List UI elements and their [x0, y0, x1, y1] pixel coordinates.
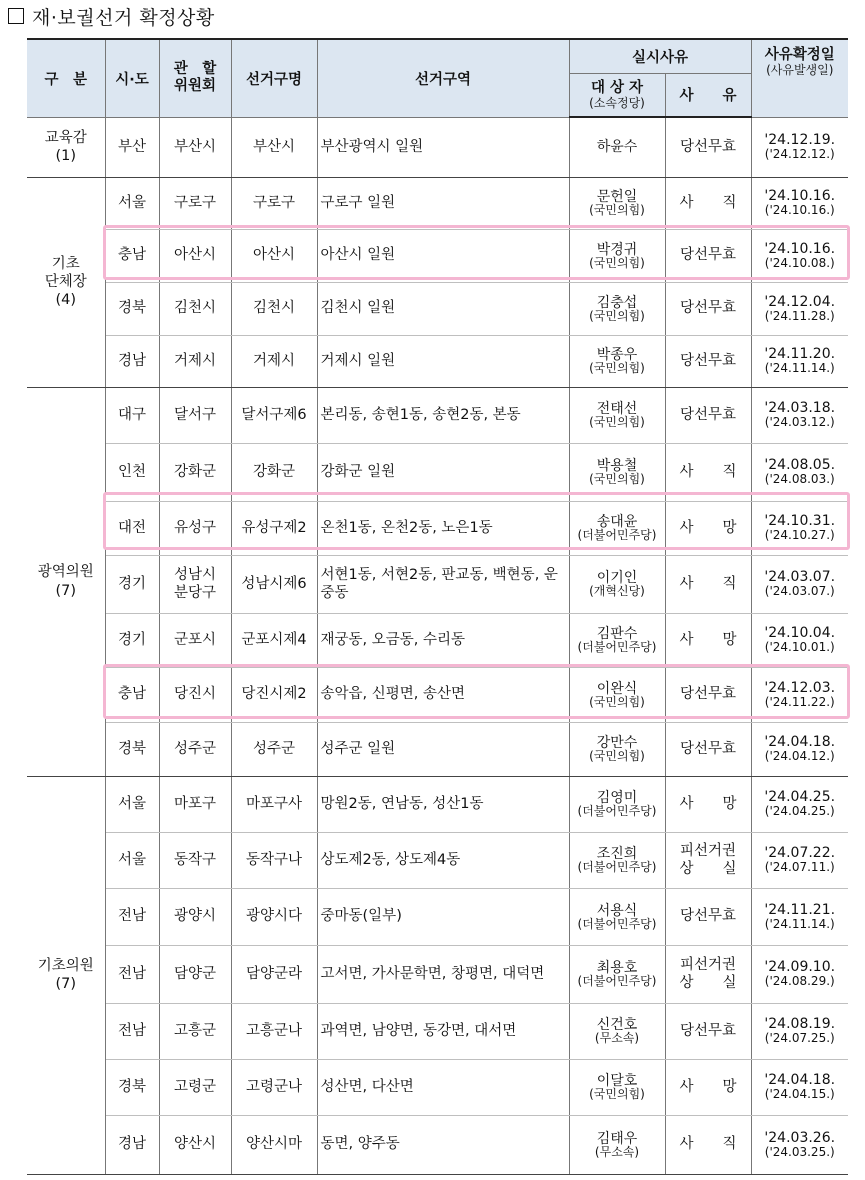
sido-cell: 서울 — [105, 776, 159, 832]
sido-cell: 경기 — [105, 613, 159, 667]
area-cell: 고서면, 가사문학면, 창평면, 대덕면 — [317, 945, 569, 1003]
candidate-cell — [569, 1115, 665, 1174]
date-cell — [751, 722, 848, 776]
election-table — [27, 38, 848, 1175]
header-confirm-label: 사유확정일 — [764, 47, 835, 63]
confirm-date: '24.08.05. — [764, 457, 836, 474]
group-count: (7) — [55, 582, 77, 599]
candidate-cell — [569, 282, 665, 335]
confirm-date: '24.12.04. — [764, 293, 836, 310]
confirm-date: '24.03.26. — [764, 1129, 836, 1146]
occur-date: ('24.03.07.) — [764, 584, 835, 599]
confirm-date: '24.07.22. — [764, 845, 836, 862]
reason-cell — [665, 117, 751, 177]
group-count: (4) — [55, 292, 77, 309]
occur-date: ('24.04.12.) — [764, 749, 835, 764]
district-cell: 양산시마 — [231, 1115, 317, 1174]
confirm-date: '24.08.19. — [764, 1016, 836, 1033]
reason-cell — [665, 888, 751, 945]
reason-cell — [665, 1059, 751, 1115]
district-cell: 거제시 — [231, 335, 317, 387]
district-cell: 군포시제4 — [231, 613, 317, 667]
date-cell — [751, 832, 848, 888]
candidate-party: (국민의힘) — [589, 415, 645, 429]
committee-cell: 성주군 — [159, 722, 231, 776]
table-row — [27, 335, 848, 387]
header-sido: 시·도 — [105, 39, 159, 117]
candidate-party: (국민의힘) — [589, 203, 645, 217]
table-row — [27, 1115, 848, 1174]
occur-date: ('24.04.25.) — [764, 804, 835, 819]
reason-cell — [665, 722, 751, 776]
confirm-date: '24.12.03. — [764, 679, 836, 696]
district-cell: 당진시제2 — [231, 667, 317, 722]
table-row — [27, 1003, 848, 1059]
district-cell: 마포구사 — [231, 776, 317, 832]
sido-cell: 경북 — [105, 722, 159, 776]
group-label: 교육감 — [44, 129, 87, 146]
reason-text: 당선무효 — [679, 740, 737, 757]
sido-cell: 경북 — [105, 1059, 159, 1115]
candidate-name: 박종우 — [596, 347, 638, 363]
reason-cell — [665, 443, 751, 501]
candidate-party: (개혁신당) — [589, 584, 645, 598]
occur-date: ('24.04.15.) — [764, 1087, 835, 1102]
reason-text: 사 망 — [679, 631, 737, 648]
candidate-party: (더불어민주당) — [577, 804, 657, 818]
reason-text: 당선무효 — [679, 1022, 737, 1039]
area-cell: 본리동, 송현1동, 송현2동, 본동 — [317, 387, 569, 443]
reason-text: 사 망 — [679, 795, 737, 812]
reason-text: 당선무효 — [679, 908, 737, 925]
committee-cell: 유성구 — [159, 501, 231, 555]
date-cell — [751, 387, 848, 443]
candidate-party: (무소속) — [594, 1144, 640, 1159]
table-row — [27, 776, 848, 832]
reason-cell — [665, 1115, 751, 1174]
district-cell: 성남시제6 — [231, 555, 317, 613]
area-cell: 중마동(일부) — [317, 888, 569, 945]
candidate-cell — [569, 722, 665, 776]
committee-cell: 성남시 분당구 — [159, 555, 231, 613]
date-cell — [751, 555, 848, 613]
table-row — [27, 555, 848, 613]
table-body — [27, 117, 848, 1174]
candidate-name: 김영미 — [596, 790, 638, 806]
area-cell: 재궁동, 오금동, 수리동 — [317, 613, 569, 667]
candidate-name: 이달호 — [596, 1073, 638, 1089]
committee-cell: 고흥군 — [159, 1003, 231, 1059]
table-row — [27, 667, 848, 722]
table-row — [27, 177, 848, 229]
table-row — [27, 443, 848, 501]
committee-cell: 아산시 — [159, 229, 231, 282]
candidate-name: 강만수 — [596, 735, 638, 751]
date-cell — [751, 1115, 848, 1174]
table-row — [27, 117, 848, 177]
district-cell: 고흥군나 — [231, 1003, 317, 1059]
candidate-party: (더불어민주당) — [577, 860, 657, 874]
reason-text: 당선무효 — [679, 139, 737, 156]
reason-cell — [665, 282, 751, 335]
area-cell: 구로구 일원 — [317, 177, 569, 229]
occur-date: ('24.07.25.) — [764, 1031, 835, 1046]
committee-cell: 구로구 — [159, 177, 231, 229]
occur-date: ('24.11.14.) — [764, 916, 835, 931]
candidate-cell — [569, 832, 665, 888]
reason-text: 당선무효 — [679, 247, 737, 264]
date-cell — [751, 888, 848, 945]
candidate-name: 최용호 — [596, 960, 638, 976]
candidate-name: 문헌일 — [596, 189, 638, 205]
table-row — [27, 282, 848, 335]
header-confirm-sub: (사유발생일) — [766, 62, 834, 77]
committee-cell: 고령군 — [159, 1059, 231, 1115]
date-cell — [751, 335, 848, 387]
group-label: 기초 단체장 — [44, 255, 87, 290]
candidate-party: (더불어민주당) — [577, 916, 657, 931]
committee-cell: 군포시 — [159, 613, 231, 667]
occur-date: ('24.10.16.) — [764, 203, 835, 218]
reason-text: 당선무효 — [679, 686, 737, 703]
reason-text: 당선무효 — [679, 300, 737, 317]
reason-text: 사 직 — [679, 463, 737, 480]
reason-text: 사 직 — [679, 194, 737, 211]
date-cell — [751, 282, 848, 335]
table-row — [27, 722, 848, 776]
candidate-name: 김태우 — [596, 1130, 638, 1147]
district-cell: 고령군나 — [231, 1059, 317, 1115]
area-cell: 아산시 일원 — [317, 229, 569, 282]
date-cell — [751, 1003, 848, 1059]
candidate-name: 전태선 — [596, 401, 638, 417]
committee-cell: 거제시 — [159, 335, 231, 387]
reason-text: 사 직 — [679, 1136, 737, 1153]
sido-cell: 경남 — [105, 335, 159, 387]
candidate-cell — [569, 229, 665, 282]
area-cell: 부산광역시 일원 — [317, 117, 569, 177]
committee-cell: 마포구 — [159, 776, 231, 832]
candidate-cell — [569, 117, 665, 177]
reason-cell — [665, 177, 751, 229]
candidate-name: 김판수 — [596, 626, 638, 642]
title-text: 재·보궐선거 확정상황 — [32, 6, 215, 29]
sido-cell: 부산 — [105, 117, 159, 177]
reason-cell — [665, 555, 751, 613]
candidate-cell — [569, 443, 665, 501]
district-cell: 유성구제2 — [231, 501, 317, 555]
header-gubun: 구 분 — [27, 39, 105, 117]
header-target — [569, 73, 665, 117]
checkbox-square-icon — [8, 8, 24, 24]
candidate-cell — [569, 613, 665, 667]
sido-cell: 경북 — [105, 282, 159, 335]
table-row — [27, 888, 848, 945]
candidate-name: 서용식 — [596, 902, 638, 919]
group-count: (7) — [55, 976, 77, 992]
occur-date: ('24.08.29.) — [764, 974, 835, 989]
date-cell — [751, 667, 848, 722]
sido-cell: 대구 — [105, 387, 159, 443]
table-row — [27, 1059, 848, 1115]
sido-cell: 인천 — [105, 443, 159, 501]
reason-cell — [665, 229, 751, 282]
sido-cell: 대전 — [105, 501, 159, 555]
candidate-party: (국민의힘) — [589, 694, 645, 709]
occur-date: ('24.10.08.) — [764, 255, 835, 270]
area-cell: 망원2동, 연남동, 성산1동 — [317, 776, 569, 832]
date-cell — [751, 945, 848, 1003]
table-row — [27, 229, 848, 282]
reason-text: 당선무효 — [679, 406, 737, 423]
candidate-cell — [569, 335, 665, 387]
area-cell: 거제시 일원 — [317, 335, 569, 387]
date-cell — [751, 1059, 848, 1115]
reason-text: 사 망 — [679, 1078, 737, 1095]
group-cell — [27, 177, 105, 387]
group-cell — [27, 117, 105, 177]
table-row — [27, 832, 848, 888]
area-cell: 상도제2동, 상도제4동 — [317, 832, 569, 888]
reason-text: 피선거권 — [679, 956, 737, 973]
committee-cell: 양산시 — [159, 1115, 231, 1174]
district-cell: 담양군라 — [231, 945, 317, 1003]
confirm-date: '24.12.19. — [764, 132, 836, 149]
table-row — [27, 945, 848, 1003]
candidate-cell — [569, 177, 665, 229]
candidate-cell — [569, 667, 665, 722]
area-cell: 강화군 일원 — [317, 443, 569, 501]
table-row — [27, 501, 848, 555]
candidate-cell — [569, 1003, 665, 1059]
confirm-date: '24.04.18. — [764, 1072, 836, 1089]
reason-text: 사 직 — [679, 575, 737, 592]
sido-cell: 충남 — [105, 667, 159, 722]
district-cell: 부산시 — [231, 117, 317, 177]
candidate-party: (국민의힘) — [589, 308, 645, 323]
area-cell: 과역면, 남양면, 동강면, 대서면 — [317, 1003, 569, 1059]
candidate-name: 박경귀 — [596, 241, 638, 258]
candidate-party: (더불어민주당) — [577, 974, 657, 988]
confirm-date: '24.11.20. — [764, 346, 836, 363]
district-cell: 강화군 — [231, 443, 317, 501]
occur-date: ('24.11.22.) — [764, 694, 835, 709]
header-committee: 관 할 위원회 — [159, 39, 231, 117]
reason-text: 당선무효 — [679, 352, 737, 369]
occur-date: ('24.10.27.) — [764, 528, 835, 543]
sido-cell: 전남 — [105, 945, 159, 1003]
sido-cell: 전남 — [105, 1003, 159, 1059]
district-cell: 김천시 — [231, 282, 317, 335]
district-cell: 동작구나 — [231, 832, 317, 888]
committee-cell: 담양군 — [159, 945, 231, 1003]
candidate-party: (국민의힘) — [589, 361, 645, 375]
reason-cell — [665, 776, 751, 832]
header-target-label: 대 상 자 — [590, 79, 644, 96]
reason-cell — [665, 1003, 751, 1059]
candidate-party: (무소속) — [594, 1031, 640, 1045]
candidate-party: (국민의힘) — [589, 255, 645, 270]
candidate-party: (국민의힘) — [589, 749, 645, 763]
district-cell: 아산시 — [231, 229, 317, 282]
candidate-party: (더불어민주당) — [577, 640, 657, 654]
candidate-party: (국민의힘) — [589, 472, 645, 486]
sido-cell: 충남 — [105, 229, 159, 282]
reason-cell — [665, 667, 751, 722]
candidate-party: (국민의힘) — [589, 1087, 645, 1101]
header-target-sub: (소속정당) — [589, 96, 645, 111]
date-cell — [751, 443, 848, 501]
candidate-cell — [569, 387, 665, 443]
date-cell — [751, 177, 848, 229]
reason-text-2: 상 실 — [679, 975, 737, 991]
candidate-cell — [569, 1059, 665, 1115]
district-cell: 달서구제6 — [231, 387, 317, 443]
confirm-date: '24.04.25. — [764, 789, 836, 806]
candidate-cell — [569, 501, 665, 555]
confirm-date: '24.03.18. — [764, 400, 836, 417]
occur-date: ('24.11.28.) — [764, 308, 835, 323]
header-confirm-date — [751, 39, 848, 117]
date-cell — [751, 613, 848, 667]
group-cell — [27, 776, 105, 1174]
committee-cell: 달서구 — [159, 387, 231, 443]
sido-cell: 경남 — [105, 1115, 159, 1174]
group-count: (1) — [55, 148, 77, 164]
confirm-date: '24.09.10. — [764, 959, 836, 976]
occur-date: ('24.11.14.) — [764, 361, 835, 376]
reason-text: 사 망 — [679, 519, 737, 536]
header-reason: 사 유 — [665, 73, 751, 117]
header-district-name: 선거구명 — [231, 39, 317, 117]
confirm-date: '24.11.21. — [764, 901, 836, 918]
reason-text: 피선거권 — [679, 842, 737, 859]
candidate-cell — [569, 888, 665, 945]
reason-cell — [665, 945, 751, 1003]
reason-cell — [665, 387, 751, 443]
occur-date: ('24.10.01.) — [764, 640, 835, 655]
date-cell — [751, 501, 848, 555]
area-cell: 서현1동, 서현2동, 판교동, 백현동, 운중동 — [317, 555, 569, 613]
committee-cell: 부산시 — [159, 117, 231, 177]
candidate-cell — [569, 945, 665, 1003]
candidate-name: 김충섭 — [596, 294, 638, 311]
confirm-date: '24.04.18. — [764, 734, 836, 751]
table-row — [27, 613, 848, 667]
district-cell: 광양시다 — [231, 888, 317, 945]
candidate-name: 하윤수 — [596, 139, 638, 156]
confirm-date: '24.03.07. — [764, 569, 836, 586]
confirm-date: '24.10.04. — [764, 625, 836, 642]
page-title — [8, 2, 215, 30]
committee-cell: 당진시 — [159, 667, 231, 722]
reason-cell — [665, 501, 751, 555]
group-cell — [27, 387, 105, 776]
area-cell: 송악읍, 신평면, 송산면 — [317, 667, 569, 722]
occur-date: ('24.12.12.) — [764, 147, 835, 162]
candidate-name: 송대윤 — [596, 514, 638, 530]
occur-date: ('24.07.11.) — [764, 860, 835, 875]
area-cell: 김천시 일원 — [317, 282, 569, 335]
confirm-date: '24.10.16. — [764, 240, 836, 257]
date-cell — [751, 229, 848, 282]
date-cell — [751, 776, 848, 832]
committee-cell: 강화군 — [159, 443, 231, 501]
group-label: 기초의원 — [37, 957, 94, 974]
sido-cell: 서울 — [105, 177, 159, 229]
candidate-cell — [569, 555, 665, 613]
reason-cell — [665, 613, 751, 667]
reason-text-2: 상 실 — [679, 861, 737, 877]
committee-cell: 김천시 — [159, 282, 231, 335]
candidate-name: 신건호 — [596, 1017, 638, 1033]
candidate-party: (더불어민주당) — [577, 528, 657, 542]
header-reason-group: 실시사유 — [569, 39, 751, 73]
date-cell — [751, 117, 848, 177]
area-cell: 온천1동, 온천2동, 노은1동 — [317, 501, 569, 555]
confirm-date: '24.10.31. — [764, 513, 836, 530]
committee-cell: 광양시 — [159, 888, 231, 945]
area-cell: 성산면, 다산면 — [317, 1059, 569, 1115]
area-cell: 동면, 양주동 — [317, 1115, 569, 1174]
committee-cell: 동작구 — [159, 832, 231, 888]
confirm-date: '24.10.16. — [764, 188, 836, 205]
candidate-cell — [569, 776, 665, 832]
sido-cell: 전남 — [105, 888, 159, 945]
candidate-name: 박용철 — [596, 458, 638, 474]
group-label: 광역의원 — [37, 564, 94, 581]
sido-cell: 서울 — [105, 832, 159, 888]
sido-cell: 경기 — [105, 555, 159, 613]
candidate-name: 조진희 — [596, 846, 638, 862]
candidate-name: 이기인 — [596, 570, 638, 586]
district-cell: 구로구 — [231, 177, 317, 229]
table-row — [27, 387, 848, 443]
header-district-area: 선거구역 — [317, 39, 569, 117]
occur-date: ('24.03.25.) — [764, 1144, 835, 1159]
district-cell: 성주군 — [231, 722, 317, 776]
reason-cell — [665, 335, 751, 387]
occur-date: ('24.03.12.) — [764, 415, 835, 430]
occur-date: ('24.08.03.) — [764, 472, 835, 487]
reason-cell — [665, 832, 751, 888]
candidate-name: 이완식 — [596, 680, 638, 697]
area-cell: 성주군 일원 — [317, 722, 569, 776]
